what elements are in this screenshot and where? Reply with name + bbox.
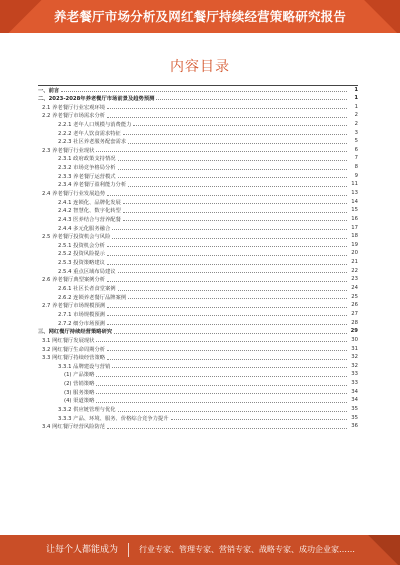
toc-entry-page: 23 [351,276,358,283]
toc-entry[interactable] [38,318,358,327]
toc-entry[interactable] [38,197,358,206]
toc-entry-label: 2.3.1 政府政策支持情况 [58,156,116,163]
toc-entry-page: 11 [351,181,358,188]
toc-entry[interactable] [38,215,358,224]
table-of-contents [38,85,358,431]
toc-entry-page: 32 [351,362,358,369]
toc-entry[interactable] [38,292,358,301]
report-title: 养老餐厅市场分析及网红餐厅持续经营策略研究报告 [53,9,347,24]
toc-entry[interactable] [38,232,358,241]
toc-dot-leader [118,272,347,273]
toc-entry-page: 1 [354,94,358,101]
toc-entry-label: 一、前言 [38,87,60,94]
toc-entry-page: 2 [354,112,358,119]
footer-divider [128,543,129,557]
toc-dot-leader [96,376,347,377]
toc-entry-page: 29 [350,328,358,335]
footer-decoration [360,535,400,565]
report-footer-banner [0,535,400,565]
toc-entry[interactable] [38,284,358,293]
toc-entry-label: 3.1 网红餐厅发展现状 [42,337,95,344]
toc-dot-leader [61,91,347,92]
toc-dot-leader [123,212,347,213]
toc-entry[interactable] [38,301,358,310]
toc-entry-page: 35 [351,414,358,421]
toc-entry[interactable] [38,223,358,232]
toc-entry[interactable] [38,102,358,111]
toc-entry[interactable] [38,336,358,345]
toc-entry-page: 5 [354,138,358,145]
toc-entry-page: 27 [351,310,358,317]
toc-entry-label: 2.4.2 智慧化、数字化转型 [58,208,121,215]
toc-dot-leader [107,359,347,360]
footer-slogan-right: 行业专家、管理专家、营销专家、战略专家、成功企业家…… [139,545,355,554]
toc-dot-leader [107,315,347,316]
toc-entry-page: 28 [351,319,358,326]
toc-entry[interactable] [38,163,358,172]
toc-entry-label: 2.2.2 老年人饮食需求特征 [58,130,121,137]
toc-entry[interactable] [38,379,358,388]
toc-entry-label: 2.7.2 细分市场预测 [58,320,105,327]
toc-entry[interactable] [38,405,358,414]
toc-entry-page: 18 [351,233,358,240]
toc-entry[interactable] [38,422,358,431]
toc-dot-leader [123,220,347,221]
toc-entry-label: 2.3 养老餐厅行业现状 [42,147,95,154]
footer-slogan-left: 让每个人都能成为 [46,545,119,555]
toc-entry-label: 3.4 网红餐厅经营风险防范 [42,424,106,431]
toc-dot-leader [107,281,347,282]
toc-entry-label: 2.3.4 养老餐厅盈利能力分析 [58,182,127,189]
toc-entry-page: 33 [351,371,358,378]
toc-entry-page: 15 [351,207,358,214]
toc-entry-label: (4) 渠道策略 [64,398,95,405]
toc-entry-page: 19 [351,241,358,248]
toc-dot-leader [133,125,347,126]
toc-entry[interactable] [38,180,358,189]
toc-entry-page: 22 [351,267,358,274]
toc-entry-label: 2.2.1 老年人口规模与消费能力 [58,121,132,128]
toc-entry[interactable] [38,310,358,319]
toc-dot-leader [128,298,347,299]
toc-entry-page: 3 [354,129,358,136]
toc-entry[interactable] [38,344,358,353]
toc-dot-leader [171,419,347,420]
toc-entry-page: 33 [351,380,358,387]
toc-entry-page: 2 [354,120,358,127]
toc-entry[interactable] [38,370,358,379]
toc-dot-leader [96,341,347,342]
toc-dot-leader [112,238,347,239]
toc-entry[interactable] [38,258,358,267]
toc-entry-page: 9 [354,172,358,179]
toc-entry-label: 2.5.2 投资风险提示 [58,251,105,258]
toc-entry[interactable] [38,362,358,371]
toc-entry-label: 二、2023-2028年养老餐厅市场前景及趋势预测 [38,95,155,102]
toc-dot-leader [107,195,347,196]
toc-entry-label: 3.2 网红餐厅生命周期分析 [42,346,106,353]
toc-dot-leader [118,290,347,291]
toc-dot-leader [156,99,347,100]
toc-entry-page: 8 [354,164,358,171]
toc-dot-leader [107,307,347,308]
toc-entry[interactable] [38,266,358,275]
toc-entry-label: 3.3.2 供应链管理与优化 [58,407,116,414]
toc-entry-page: 34 [351,397,358,404]
toc-dot-leader [107,117,347,118]
toc-dot-leader [128,143,347,144]
toc-entry[interactable] [38,154,358,163]
toc-entry[interactable] [38,171,358,180]
toc-entry-page: 20 [351,250,358,257]
toc-dot-leader [128,186,347,187]
toc-entry[interactable] [38,189,358,198]
toc-entry-label: 2.3.2 市场竞争格局分析 [58,165,116,172]
toc-entry-label: 2.6.2 连锁养老餐厅品牌案例 [58,294,127,301]
toc-dot-leader [118,160,347,161]
toc-entry-label: 2.6.1 社区长者食堂案例 [58,286,116,293]
toc-entry[interactable] [38,145,358,154]
toc-dot-leader [123,203,347,204]
toc-entry-label: 三、网红餐厅持续经营策略研究 [38,329,113,336]
toc-entry-page: 13 [351,190,358,196]
toc-entry-label: 3.3 网红餐厅持续经营策略 [42,355,106,362]
toc-entry-label: 2.1 养老餐厅行业宏观环境 [42,104,106,111]
toc-entry-page: 16 [351,215,358,222]
toc-entry-label: 2.5.4 重点区域布局建议 [58,268,116,275]
toc-dot-leader [107,324,347,325]
toc-entry-label: 2.7 养老餐厅市场规模预测 [42,303,106,310]
toc-entry-page: 36 [351,423,358,430]
toc-entry-page: 17 [351,224,358,231]
toc-entry-label: 2.5.1 投资机会分析 [58,242,105,249]
toc-dot-leader [114,333,347,334]
toc-entry-label: 2.5 养老餐厅投资机会与风险 [42,234,111,241]
toc-entry-label: 2.6 养老餐厅典型案例分析 [42,277,106,284]
toc-entry[interactable] [38,206,358,215]
toc-dot-leader [118,169,347,170]
toc-entry[interactable] [38,120,358,129]
toc-dot-leader [112,229,347,230]
toc-entry-label: (3) 服务策略 [64,389,95,396]
toc-heading: 内容目录 [170,59,230,75]
toc-entry-label: (2) 营销策略 [64,381,95,388]
toc-dot-leader [96,402,347,403]
toc-entry[interactable] [38,275,358,284]
toc-entry[interactable] [38,387,358,396]
toc-entry-label: 2.3.3 养老餐厅运营模式 [58,173,116,180]
toc-entry-page: 31 [351,345,358,352]
toc-dot-leader [107,255,347,256]
toc-dot-leader [107,246,347,247]
toc-entry-page: 26 [351,302,358,309]
toc-entry-label: 2.2 养老餐厅市场需求分析 [42,113,106,120]
toc-entry[interactable] [38,111,358,120]
toc-entry[interactable] [38,137,358,146]
toc-entry-page: 6 [354,146,358,153]
toc-entry-page: 35 [351,406,358,413]
toc-entry[interactable] [38,94,358,103]
toc-dot-leader [107,428,347,429]
toc-entry-page: 24 [351,285,358,292]
toc-entry-page: 30 [351,336,358,343]
toc-entry-label: (1) 产品策略 [64,372,95,379]
toc-entry[interactable] [38,85,358,94]
report-header-banner [0,0,400,33]
toc-entry-page: 25 [351,293,358,300]
toc-dot-leader [123,134,347,135]
toc-entry-page: 21 [351,259,358,266]
toc-entry-page: 14 [351,198,358,205]
toc-entry-page: 1 [354,103,358,110]
toc-entry-label: 2.4.3 医养结合与营养配餐 [58,216,121,223]
toc-entry-page: 34 [351,388,358,395]
toc-entry-page: 7 [354,155,358,162]
toc-dot-leader [107,108,347,109]
toc-entry-page: 32 [351,354,358,361]
toc-dot-leader [96,385,347,386]
toc-dot-leader [118,177,347,178]
toc-entry[interactable] [38,327,358,336]
toc-entry-label: 2.5.3 投资策略建议 [58,260,105,267]
toc-entry-label: 3.3.3 产品、环境、服务、价格综合竞争力提升 [58,415,169,422]
toc-entry-label: 2.4.1 连锁化、品牌化发展 [58,199,121,206]
toc-entry[interactable] [38,241,358,250]
toc-dot-leader [96,151,347,152]
toc-dot-leader [96,393,347,394]
toc-entry[interactable] [38,353,358,362]
toc-dot-leader [112,367,347,368]
toc-dot-leader [107,350,347,351]
toc-entry-label: 3.3.1 品牌建设与营销 [58,363,111,370]
toc-entry-label: 2.4.4 多元化服务融合 [58,225,111,232]
toc-entry[interactable] [38,396,358,405]
toc-entry-label: 2.4 养老餐厅行业发展趋势 [42,191,106,197]
toc-entry-label: 2.2.3 社区养老服务配套需求 [58,139,127,146]
toc-entry[interactable] [38,413,358,422]
toc-entry-label: 2.7.1 市场规模预测 [58,311,105,318]
toc-entry-page: 1 [354,86,358,93]
toc-entry[interactable] [38,249,358,258]
toc-dot-leader [107,264,347,265]
toc-entry[interactable] [38,128,358,137]
toc-dot-leader [118,411,347,412]
